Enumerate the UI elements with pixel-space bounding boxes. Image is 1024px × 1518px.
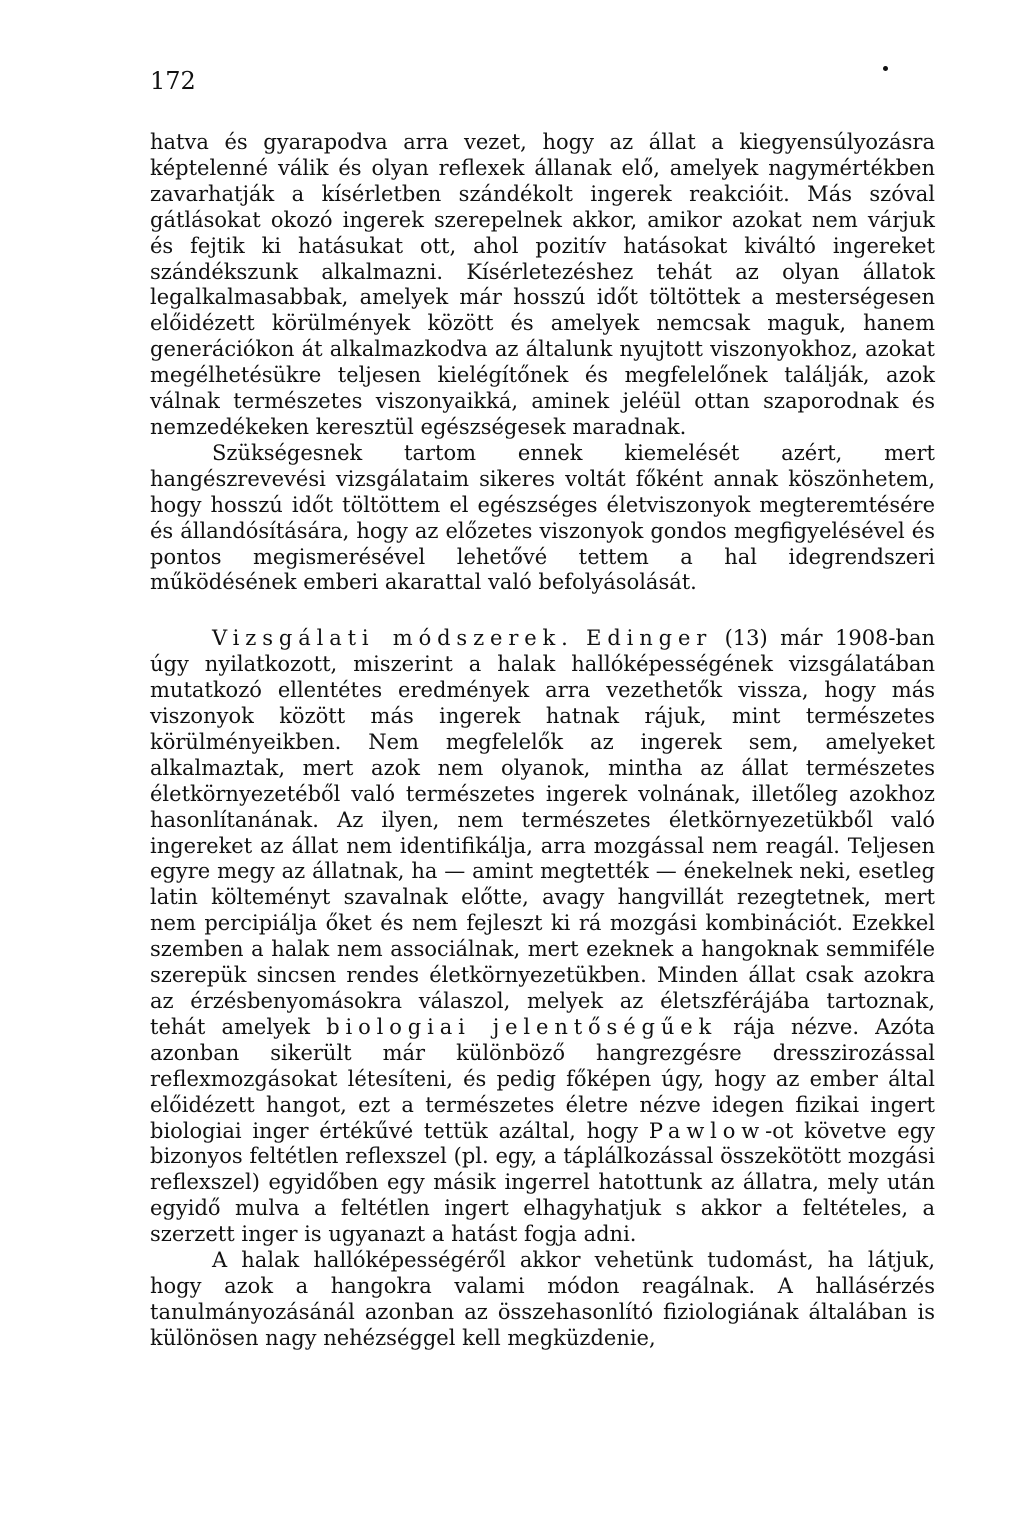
- paragraph-1: hatva és gyarapodva arra vezet, hogy az állat a kiegyensúlyozásra képtelenné válik és olyan reflexek állanak elő, amelyek nagymértékben zavarhatják a kísérletben szándékolt ingerek reakcióit. Más szóval gátlásokat okozó ingerek szerepelnek akkor, amikor azokat nem várjuk és fejtik ki hatásukat ott, ahol pozitív hatásokat kiváltó ingereket szándékszunk alkalmazni. Kísérletezéshez tehát az olyan állatok legalkalmasabbak, amelyek már hosszú időt töltöttek a mesterségesen előidézett körülmények között és amelyek nemcsak maguk, hanem generációkon át alkalmazkodva az általunk nyujtott viszonyokhoz, azokat megélhetésükre teljesen kielégítőnek és megfelelőnek találják, azok válnak természetes viszonyaikká, aminek jeléül ottan szaporodnak és nemzedékeken keresztül egészségesek maradnak.: [150, 130, 935, 439]
- section-gap: [150, 596, 935, 626]
- print-speck: [883, 66, 888, 71]
- section-heading: Vizsgálati módszerek.: [212, 626, 574, 651]
- paragraph-3-text-a: (13) már 1908-ban úgy nyilatkozott, miszerint a halak hallóképességének vizsgálatában mutatkozó ellentétes eredmények arra vezethetők vissza, hogy más viszonyok között más ingerek hatnak rájuk, mint természetes körülményeikben. Nem megfelelők az ingerek sem, amelyeket alkalmaztak, mert azok nem olyanok, mintha az állat természetes életkörnyezetéből való természetes ingerek volnának, illetőleg azokhoz hasonlítanának. Az ilyen, nem természetes életkörnyezetükből való ingereket az állat nem identifikálja, arra mozgással nem reagál. Teljesen egyre megy az állatnak, ha — amint megtették — énekelnek neki, esetleg latin költeményt szavalnak előtte, avagy hangvillát rezegtetnek, mert nem percipiálja őket és nem fejleszt ki rá mozgási kombinációt. Ezekkel szemben a halak nem associálnak, mert ezeknek a hangoknak semmiféle szerepük sincsen rendes életkörnyezetükben. Minden állat csak azokra az érzésbenyomásokra válaszol, melyek az életszférájába tartoznak, tehát amelyek: [150, 626, 935, 1039]
- author-name: Edinger: [586, 626, 713, 651]
- cited-name: Pawlow: [648, 1118, 766, 1143]
- body-text: [150, 130, 935, 1352]
- paragraph-3-text-c: -ot követve egy bizonyos feltétlen reflexszel (pl. egy, a táplálkozással összekötött mozgási reflexszel) egyidőben egy másik ingerrel hatottunk az állatra, mely után egyidő mulva a feltétlen ingert elhagyhatjuk s akkor a feltételes, a szerzett inger is ugyanazt a hatást fogja adni.: [150, 1118, 936, 1247]
- paragraph-4: A halak hallóképességéről akkor vehetünk tudomást, ha látjuk, hogy azok a hangokra valami módon reagálnak. A hallásérzés tanulmányozásánál azonban az összehasonlító fiziologiának általában is különösen nagy nehézséggel kell megküzdenie,: [150, 1248, 935, 1350]
- page-number: 172: [150, 67, 196, 95]
- book-page: [150, 66, 935, 1496]
- paragraph-2: Szükségesnek tartom ennek kiemelését azért, mert hangészrevevési vizsgálataim sikeres voltát főként annak köszönhetem, hogy hosszú időt töltöttem el egészséges életviszonyok megteremtésére és állandósítására, hogy az előzetes viszonyok gondos megfigyelésével és pontos megismerésével lehetővé tettem a hal idegrendszeri működésének emberi akarattal való befolyásolását.: [150, 440, 935, 595]
- paragraph-3-text-b: rája nézve. Azóta azonban sikerült már különböző hangrezgésre dresszirozással reflexmozgásokat létesíteni, és pedig főképen úgy, hogy az ember által előidézett hangot, ezt a természetes életre nézve idegen fizikai ingert biologiai inger értékűvé tettük azáltal, hogy: [150, 1014, 935, 1143]
- emphasis-text: biologiai jelentőségűek: [326, 1014, 718, 1039]
- paragraph-3: [150, 626, 935, 1248]
